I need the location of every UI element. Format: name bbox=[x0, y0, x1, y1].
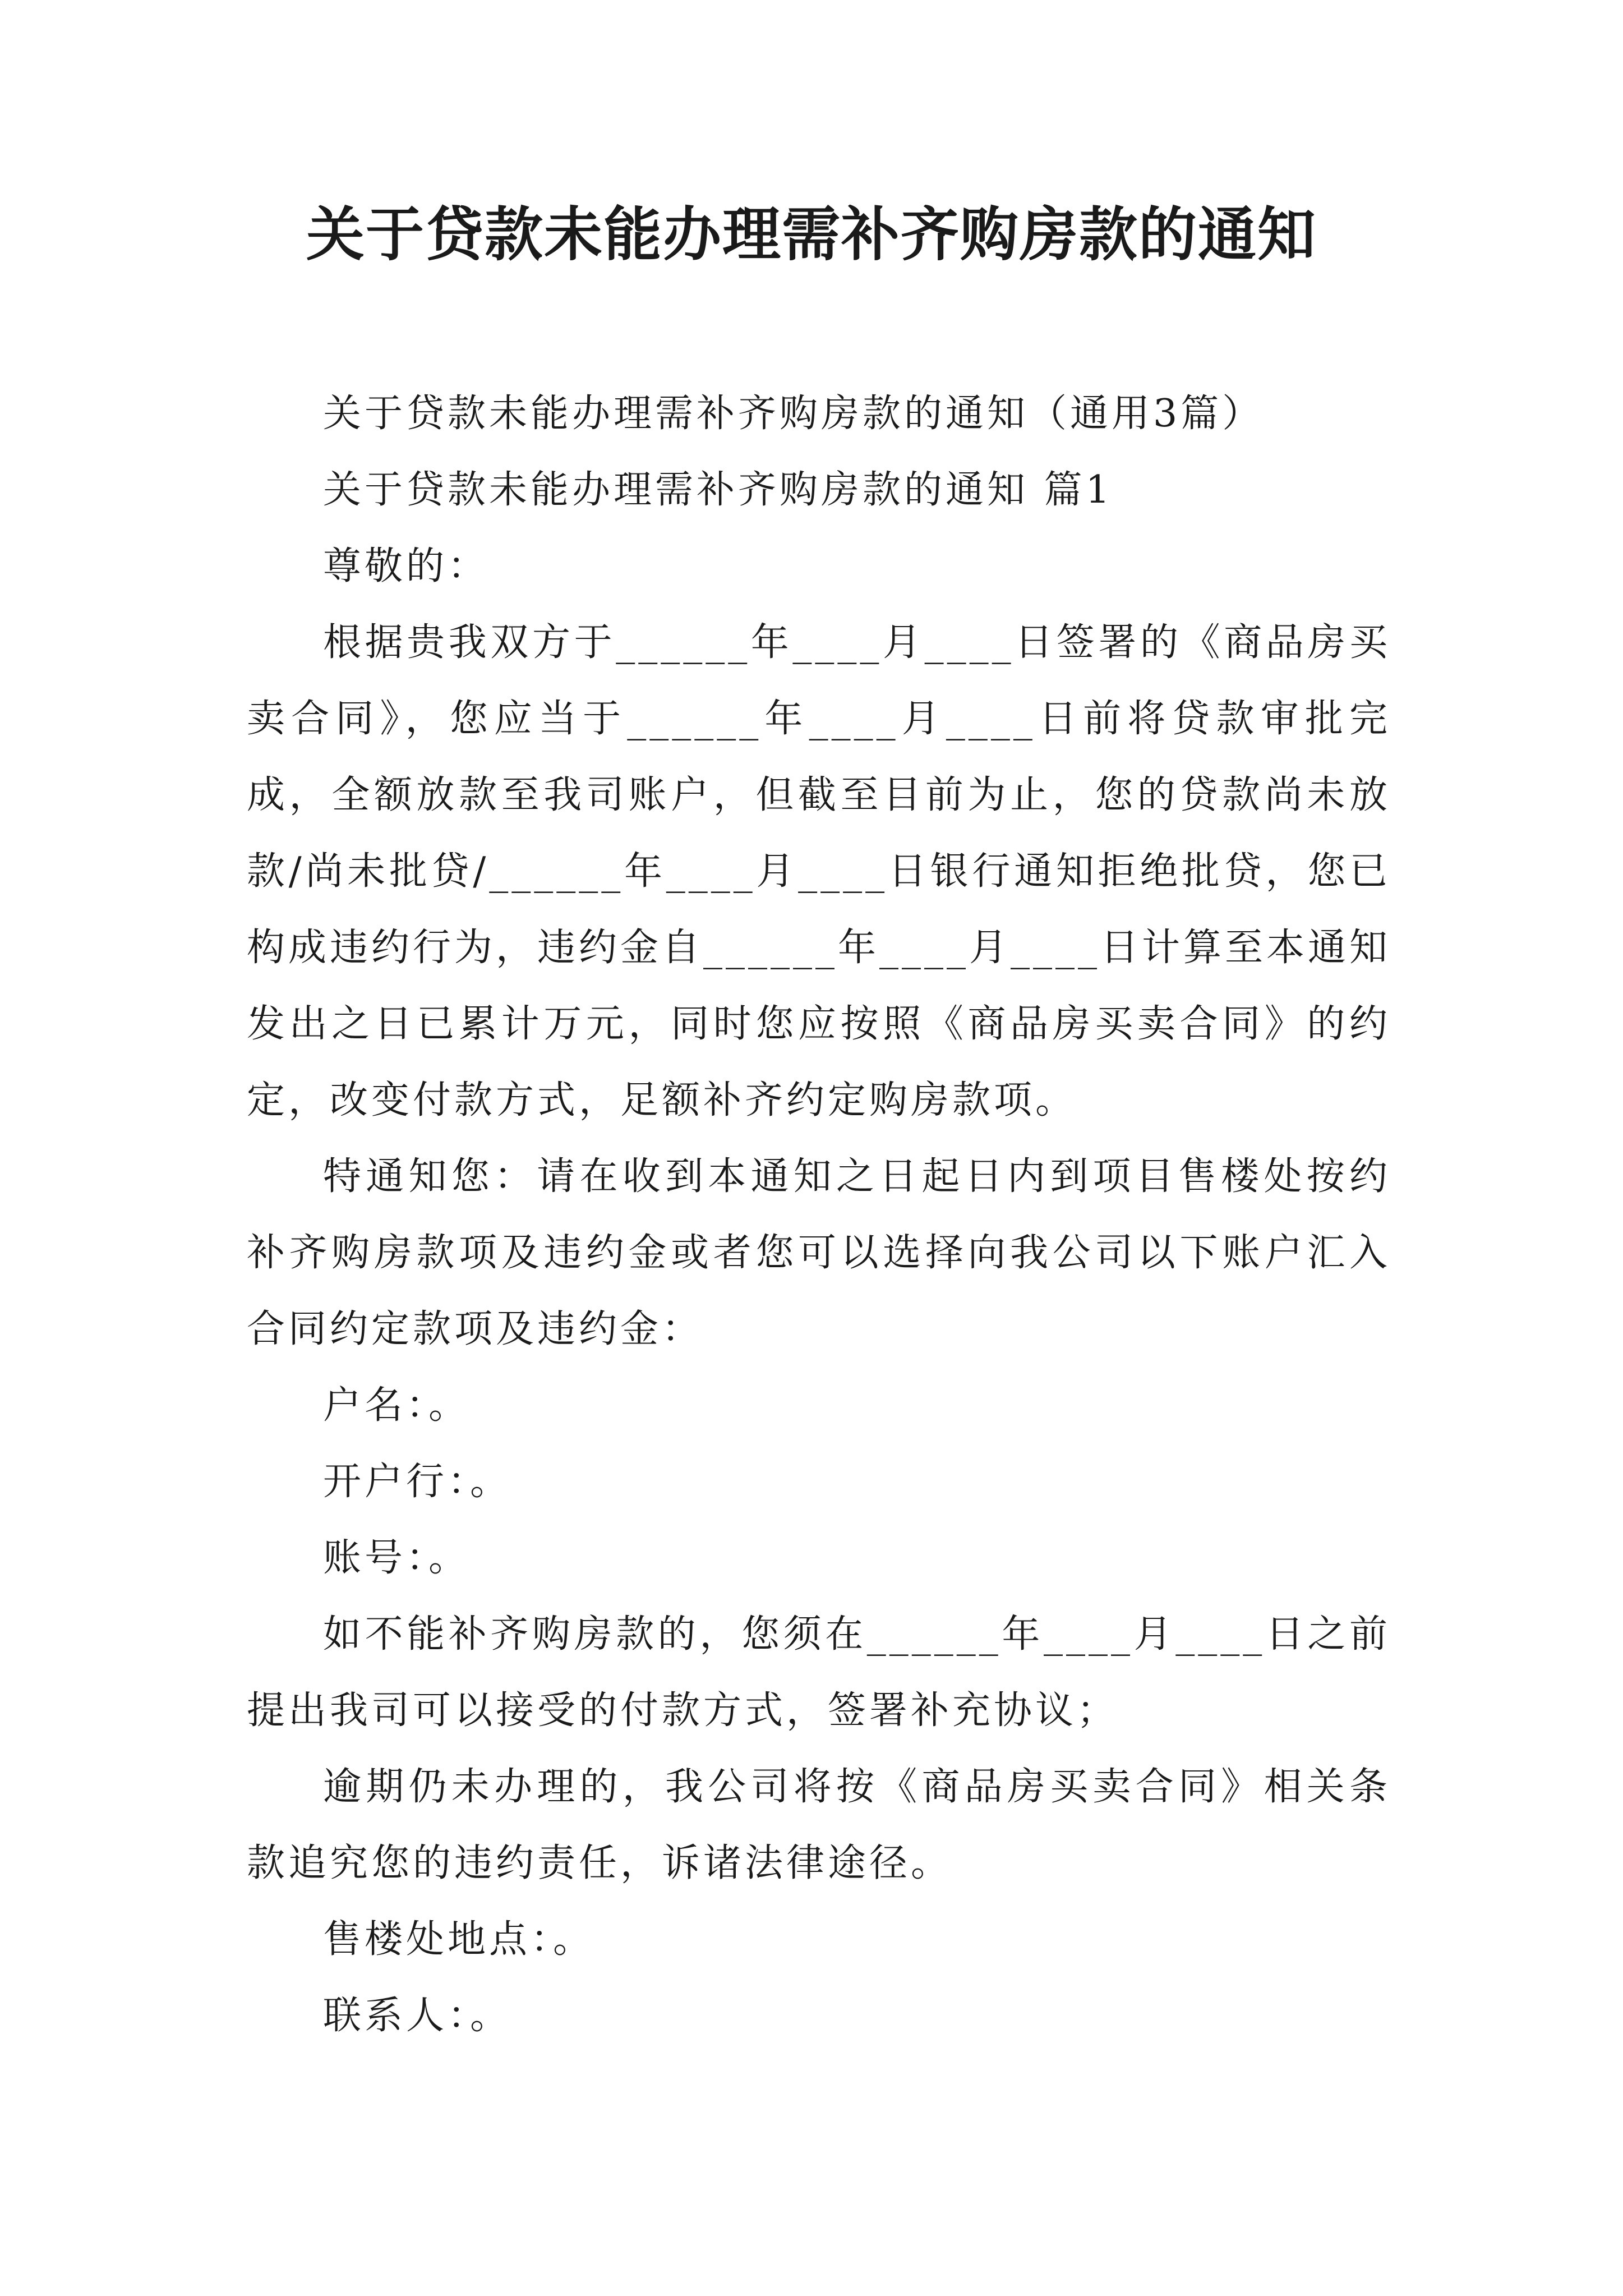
paragraph-notice: 特通知您：请在收到本通知之日起日内到项目售楼处按约补齐购房款项及违约金或者您可以选择向我公司以下账户汇入合同约定款项及违约金： bbox=[247, 1154, 1391, 1351]
paragraph-liability: 逾期仍未办理的，我公司将按《商品房买卖合同》相关条款追究您的违约责任，诉诸法律途径。 bbox=[247, 1765, 1391, 1885]
sales-office-line: 售楼处地点：。 bbox=[323, 1917, 595, 1962]
paragraph-contract-breach: 根据贵我双方于______年____月____日签署的《商品房买卖合同》，您应当于______年____月____日前将贷款审批完成，全额放款至我司账户，但截至目前为止，您的贷款尚未放款/尚未批贷/______年____月____日银行通知拒绝批贷，您已构成违约行为，违约金自______年____月____日计算至本通知发出之日已累计万元，同时您应按照《商品房买卖合同》的约定，改变付款方式，足额补齐约定购房款项。 bbox=[247, 620, 1391, 1122]
bank-line: 开户行：。 bbox=[323, 1460, 512, 1504]
account-number-line: 账号：。 bbox=[323, 1536, 471, 1580]
contact-line: 联系人：。 bbox=[323, 1994, 512, 2038]
paragraph-deadline: 如不能补齐购房款的，您须在______年____月____日之前提出我司可以接受的付款方式，签署补充协议； bbox=[247, 1612, 1391, 1733]
account-name-line: 户名：。 bbox=[323, 1383, 471, 1428]
salutation: 尊敬的： bbox=[323, 544, 490, 588]
document-subtitle: 关于贷款未能办理需补齐购房款的通知（通用3篇） bbox=[323, 392, 1264, 436]
section-heading: 关于贷款未能办理需补齐购房款的通知 篇1 bbox=[323, 468, 1113, 512]
document-title: 关于贷款未能办理需补齐购房款的通知 bbox=[306, 200, 1317, 269]
document-body bbox=[247, 376, 1391, 2054]
